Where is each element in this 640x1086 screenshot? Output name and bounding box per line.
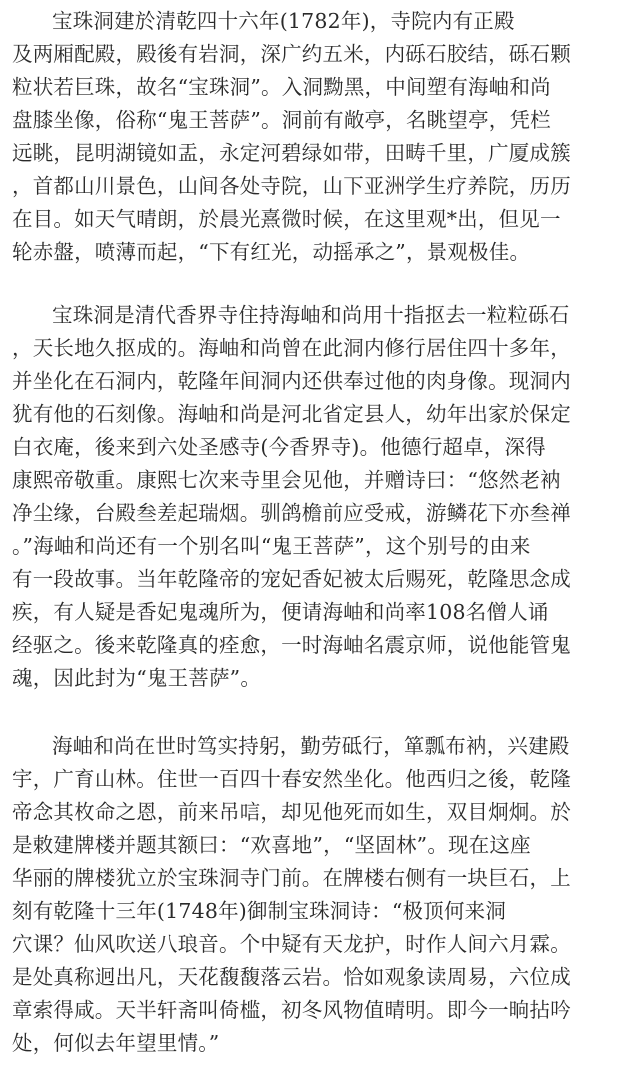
text-line: 海岫和尚在世时笃实持躬，勤劳砥行，箪瓢布衲，兴建殿 (52, 734, 570, 758)
text-line: 章索得咸。天半轩斋叫倚槛，初冬风物值晴明。即今一晌拈吟 (12, 998, 571, 1022)
text-line: 刻有乾隆十三年(1748年)御制宝珠洞诗：“极顶何来洞 (12, 899, 507, 923)
text-line: 净尘缘，台殿叁差起瑞烟。驯鸽檐前应受戒，游鳞花下亦叁禅 (12, 501, 571, 525)
text-line: 处，何似去年望里情。” (12, 1031, 220, 1055)
text-line: 白衣庵，後来到六处圣感寺(今香界寺)。他德行超卓，深得 (12, 435, 546, 459)
text-line: 是处真称迥出凡，天花馥馥落云岩。恰如观象读周易，六位成 (12, 965, 571, 989)
text-line: 疾，有人疑是香妃鬼魂所为，便请海岫和尚率108名僧人诵 (12, 600, 549, 624)
paragraph-3 (12, 730, 638, 1060)
text-line: 在目。如天气晴朗，於晨光熹微时候，在这里观*出，但见一 (12, 207, 561, 231)
text-line: 并坐化在石洞内，乾隆年间洞内还供奉过他的肉身像。现洞内 (12, 369, 571, 393)
text-line: 宇，广育山林。住世一百四十春安然坐化。他西归之後，乾隆 (12, 767, 571, 791)
text-line: ，天长地久抠成的。海岫和尚曾在此洞内修行居住四十多年， (12, 336, 571, 360)
text-line: 康熙帝敬重。康熙七次来寺里会见他，并赠诗曰：“悠然老衲 (12, 468, 561, 492)
text-line: 帝念其枚命之恩，前来吊唁，却见他死而如生，双目炯炯。於 (12, 800, 571, 824)
paragraph-2 (12, 299, 638, 695)
text-line: 宝珠洞是清代香界寺住持海岫和尚用十指抠去一粒粒砾石 (52, 303, 570, 327)
text-line: 。”海岫和尚还有一个别名叫“鬼王菩萨”，这个别号的由来 (12, 534, 531, 558)
text-line: 远眺，昆明湖镜如盂，永定河碧绿如带，田畴千里，广厦成簇 (12, 141, 571, 165)
text-line: 轮赤盤，喷薄而起，“下有红光，动摇承之”，景观极佳。 (12, 240, 531, 264)
text-line: 有一段故事。当年乾隆帝的宠妃香妃被太后赐死，乾隆思念成 (12, 567, 571, 591)
text-line: 犹有他的石刻像。海岫和尚是河北省定县人，幼年出家於保定 (12, 402, 571, 426)
text-line: 是敕建牌楼并题其额曰：“欢喜地”，“坚固林”。现在这座 (12, 833, 531, 857)
text-line: 穴课？仙风吹送八琅音。个中疑有天龙护，时作人间六月霖。 (12, 932, 571, 956)
text-line: ，首都山川景色，山间各处寺院，山下亚洲学生疗养院，历历 (12, 174, 571, 198)
text-line: 盘膝坐像，俗称“鬼王菩萨”。洞前有敞亭，名眺望亭，凭栏 (12, 108, 551, 132)
paragraph-1 (12, 5, 638, 269)
text-line: 宝珠洞建於清乾四十六年(1782年)，寺院内有正殿 (52, 9, 515, 33)
text-line: 粒状若巨珠，故名“宝珠洞”。入洞黝黑，中间塑有海岫和尚 (12, 75, 551, 99)
text-line: 及两厢配殿，殿後有岩洞，深广约五米，内砾石胶结，砾石颗 (12, 42, 571, 66)
text-line: 魂，因此封为“鬼王菩萨”。 (12, 666, 262, 690)
text-line: 经驱之。後来乾隆真的痊愈，一时海岫名震京师，说他能管鬼 (12, 633, 571, 657)
text-line: 华丽的牌楼犹立於宝珠洞寺门前。在牌楼右侧有一块巨石，上 (12, 866, 571, 890)
